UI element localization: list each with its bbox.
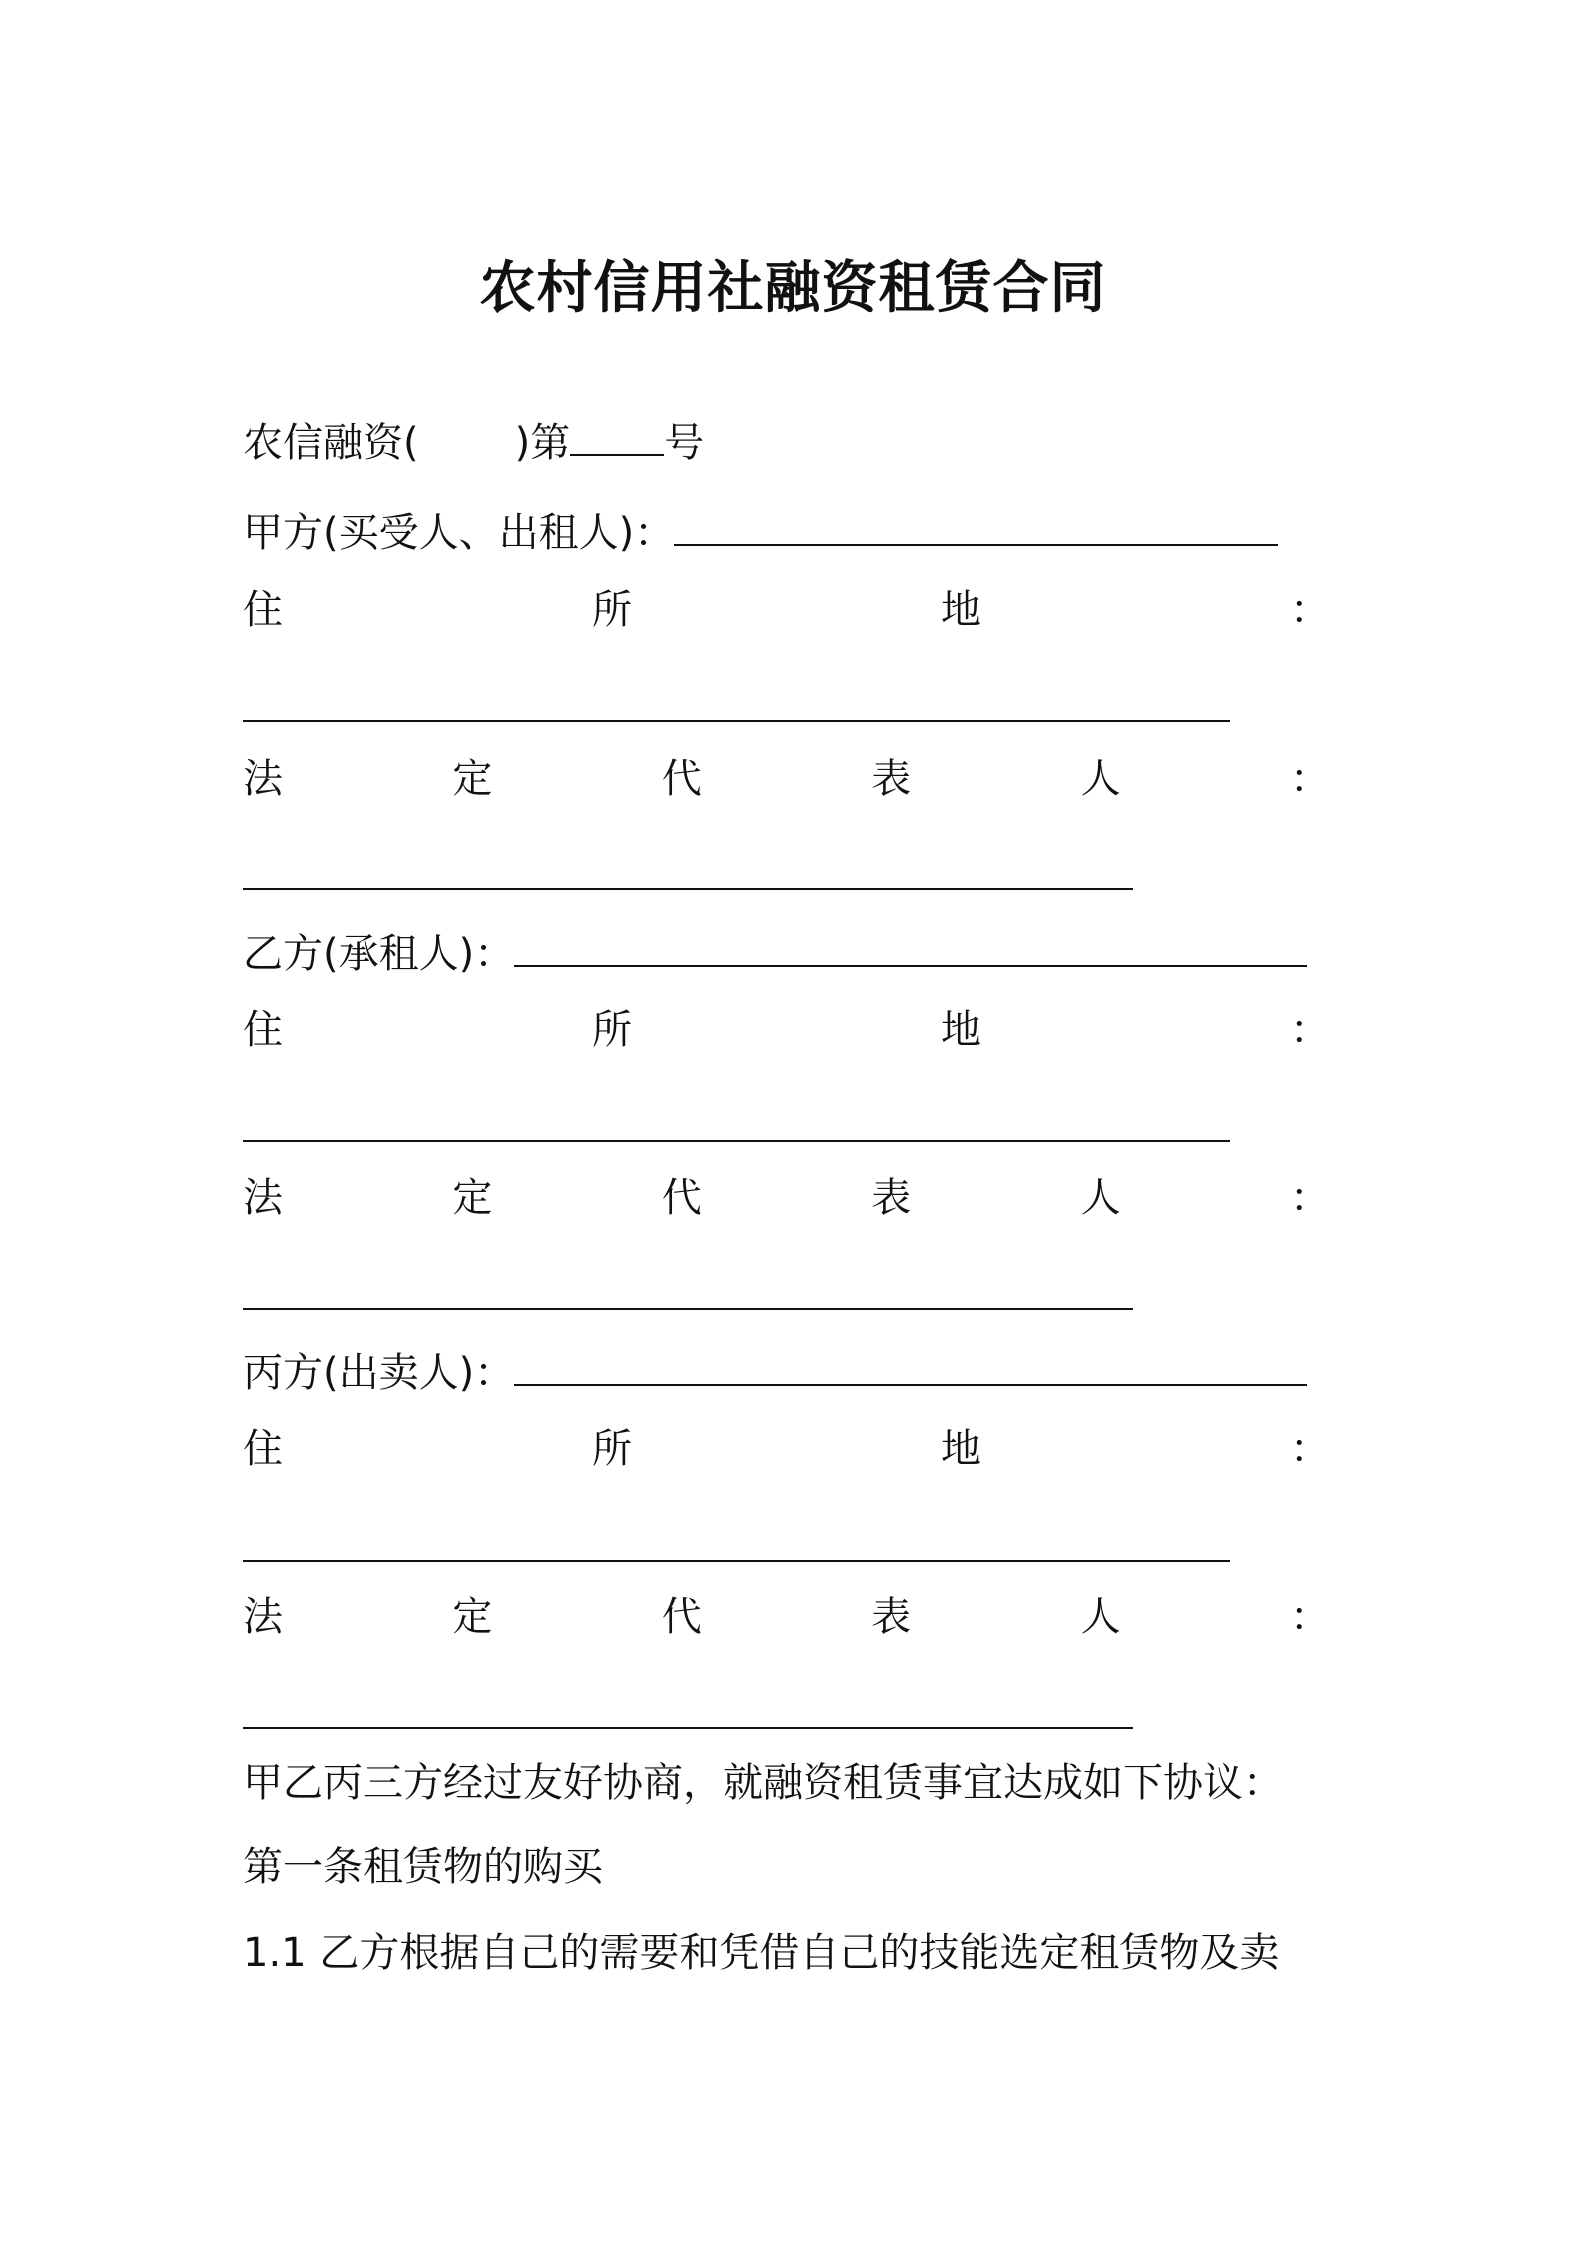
party-b-legal-rep-label: 法 定 代 表 人 ：	[243, 1175, 1330, 1221]
party-c-blank[interactable]	[514, 1350, 1307, 1386]
party-b-address-blank[interactable]	[243, 1140, 1230, 1142]
party-c-address-label: 住 所 地 ：	[243, 1426, 1330, 1472]
party-c-label: 丙方(出卖人)：	[243, 1350, 515, 1396]
party-b-blank[interactable]	[514, 931, 1307, 967]
document-title: 农村信用社融资租赁合同	[479, 256, 1107, 321]
party-b-legal-rep-blank[interactable]	[243, 1308, 1133, 1310]
contract-number-blank[interactable]	[570, 420, 664, 456]
agreement-intro: 甲乙丙三方经过友好协商，就融资租赁事宜达成如下协议：	[243, 1760, 1283, 1806]
party-c-line	[243, 1348, 1307, 1398]
party-b-label: 乙方(承租人)：	[243, 931, 515, 977]
party-a-legal-rep-label: 法 定 代 表 人 ：	[243, 756, 1330, 802]
article-1-title: 第一条租赁物的购买	[243, 1844, 603, 1890]
contract-number-middle: )第	[514, 420, 571, 466]
party-a-label: 甲方(买受人、出租人)：	[243, 510, 675, 556]
contract-number-line	[243, 418, 704, 468]
party-c-address-blank[interactable]	[243, 1560, 1230, 1562]
party-a-legal-rep-blank[interactable]	[243, 888, 1133, 890]
party-a-address-label: 住 所 地 ：	[243, 587, 1330, 633]
party-b-line	[243, 929, 1307, 979]
contract-number-suffix: 号	[664, 420, 705, 466]
party-a-blank[interactable]	[674, 510, 1278, 546]
contract-number-prefix: 农信融资(	[243, 420, 419, 466]
party-b-address-label: 住 所 地 ：	[243, 1007, 1330, 1053]
party-a-address-blank[interactable]	[243, 720, 1230, 722]
party-c-legal-rep-blank[interactable]	[243, 1727, 1133, 1729]
party-a-line	[243, 508, 1278, 558]
clause-1-1: 1.1 乙方根据自己的需要和凭借自己的技能选定租赁物及卖	[243, 1930, 1280, 1976]
party-c-legal-rep-label: 法 定 代 表 人 ：	[243, 1594, 1330, 1640]
